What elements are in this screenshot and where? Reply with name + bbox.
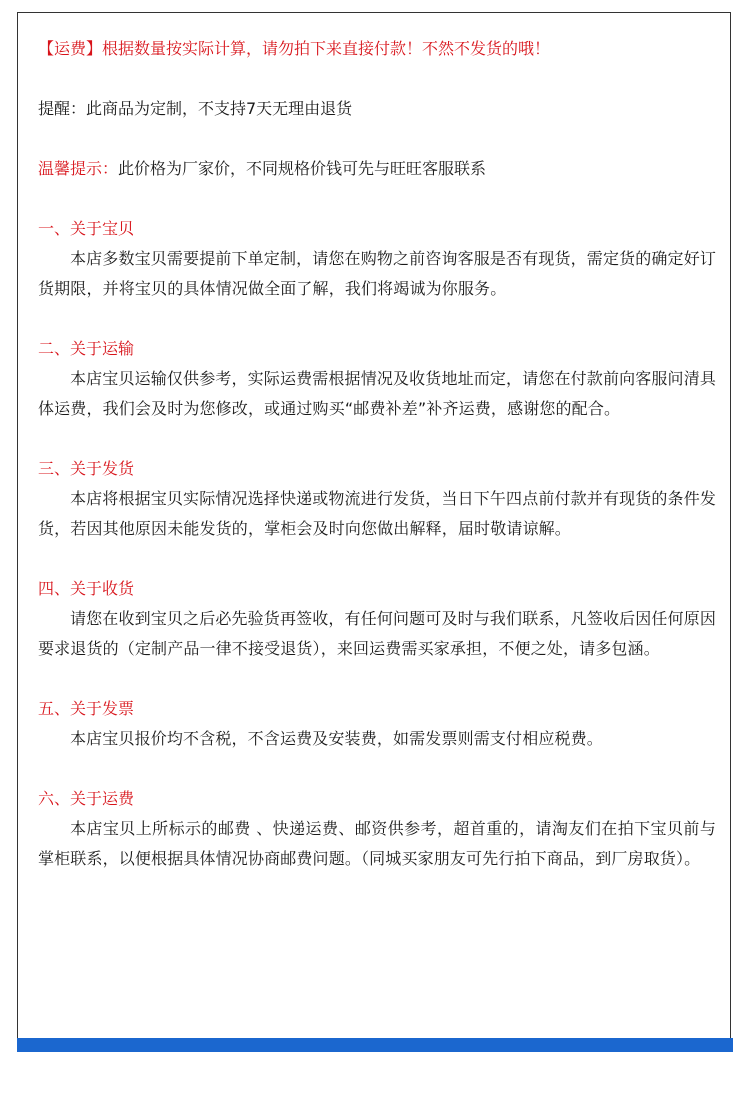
section-about-invoice	[38, 694, 716, 754]
bottom-blue-bar	[17, 1038, 733, 1052]
section-about-receipt	[38, 574, 716, 664]
section-body: 本店宝贝报价均不含税，不含运费及安装费，如需发票则需支付相应税费。	[70, 729, 603, 748]
section-title: 四、关于收货	[38, 579, 135, 598]
tip-notice	[38, 154, 716, 184]
section-body: 本店宝贝运输仅供参考，实际运费需根据情况及收货地址而定，请您在付款前向客服问清具体运费，我们会及时为您修改，或通过购买“邮费补差”补齐运费，感谢您的配合。	[38, 369, 717, 418]
section-about-transport	[38, 334, 716, 424]
section-title: 三、关于发货	[38, 459, 135, 478]
section-body: 请您在收到宝贝之后必先验货再签收，有任何问题可及时与我们联系，凡签收后因任何原因要求退货的（定制产品一律不接受退货），来回运费需买家承担，不便之处，请多包涵。	[38, 609, 717, 658]
section-title: 五、关于发票	[38, 699, 135, 718]
section-about-items	[38, 214, 716, 304]
tip-label: 温馨提示：	[38, 159, 119, 178]
policy-content	[38, 34, 716, 874]
section-body: 本店多数宝贝需要提前下单定制，请您在购物之前咨询客服是否有现货，需定货的确定好订货期限，并将宝贝的具体情况做全面了解，我们将竭诚为你服务。	[38, 249, 717, 298]
section-body: 本店将根据宝贝实际情况选择快递或物流进行发货，当日下午四点前付款并有现货的条件发货，若因其他原因未能发货的，掌柜会及时向您做出解释，届时敬请谅解。	[38, 489, 717, 538]
section-about-delivery	[38, 454, 716, 544]
section-title: 一、关于宝贝	[38, 219, 135, 238]
section-about-shipping-fee	[38, 784, 716, 874]
section-title: 二、关于运输	[38, 339, 135, 358]
tip-text: 此价格为厂家价，不同规格价钱可先与旺旺客服联系	[118, 159, 487, 178]
section-body: 本店宝贝上所标示的邮费 、快递运费、邮资供参考，超首重的，请淘友们在拍下宝贝前与掌柜联系，以便根据具体情况协商邮费问题。（同城买家朋友可先行拍下商品，到厂房取货）。	[38, 819, 716, 868]
shipping-notice: 【运费】根据数量按实际计算，请勿拍下来直接付款！不然不发货的哦！	[38, 39, 551, 58]
section-title: 六、关于运费	[38, 789, 135, 808]
reminder-notice: 提醒：此商品为定制，不支持7天无理由退货	[38, 99, 353, 118]
